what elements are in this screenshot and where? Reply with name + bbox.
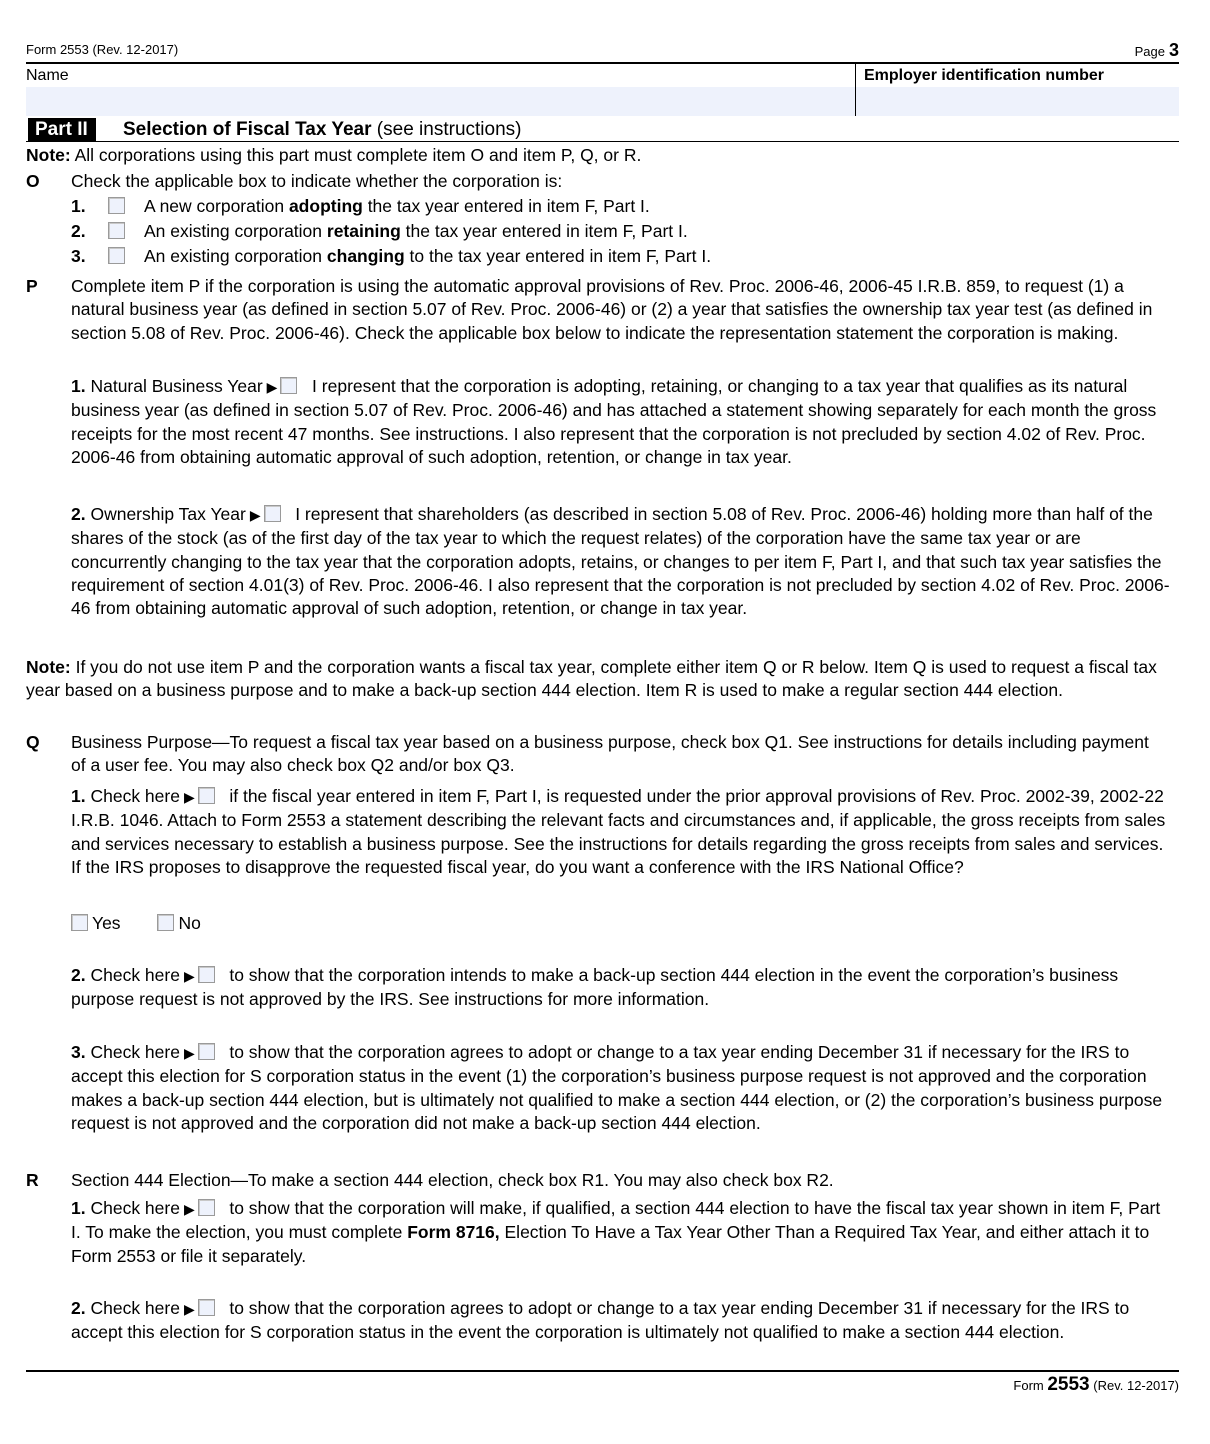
item-o-3-checkbox[interactable] [108,247,125,264]
item-r-intro: Section 444 Election—To make a section 444 election, check box R1. You may also check box R2. [71,1170,834,1190]
p2-ownership-tax-year-checkbox[interactable] [264,505,281,522]
item-r2 [71,1297,1171,1345]
p2-label: Ownership Tax Year [85,504,246,524]
name-cell [26,64,855,116]
r2-checkbox[interactable] [198,1299,215,1316]
q3-text: to show that the corporation agrees to adopt or change to a tax year ending December 31 if necessary for the IRS to accept this election for S corporation status in the event (1) the corporation’s business purpose request is not approved and the corporation makes a back-up section 444 election, but is ultimately not qualified to make a section 444 election, or (2) the corporation’s business purpose request is not approved and the corporation did not make a back-up section 444 election. [71,1042,1163,1133]
option-text-pre: An existing corporation [144,246,327,266]
p1-label: Natural Business Year [85,376,263,396]
item-q-intro: Business Purpose—To request a fiscal tax year based on a business purpose, check box Q1. See instructions for details including payment of a user fee. You may also check box Q2 and/or box Q3. [71,732,1149,776]
option-text-bold: retaining [326,221,401,241]
p2-text: I represent that shareholders (as described in section 5.08 of Rev. Proc. 2006-46) holding more than half of the shares of the stock (as of the first day of the tax year to which the request relates) of the corporation have the same tax year or are concurrently changing to the tax year that the corporation adopts, retains, or changes to per item F, Part I, and that such tax year satisfies the requirement of section 4.01(3) of Rev. Proc. 2006-46. I also represent that the corporation is not precluded by section 4.02 of Rev. Proc. 2006-46 from obtaining automatic approval of such adoption, retention, or change in tax year. [71,504,1170,619]
r1-text-post: Election To Have a Tax Year Other Than a Required Tax Year, and either attach it to Form 2553 or file it separately. [71,1222,1150,1266]
item-p-letter: P [26,276,38,296]
item-o-letter: O [26,171,40,191]
item-o-option-3 [71,245,711,268]
q1-checkbox[interactable] [198,787,215,804]
option-num: 3. [71,246,86,266]
r2-text: to show that the corporation agrees to adopt or change to a tax year ending December 31 if necessary for the IRS to accept this election for S corporation status in the event the corporation is ultimately not qualified to make a section 444 election. [71,1298,1130,1343]
option-text-bold: changing [326,246,405,266]
part-header [26,117,1179,142]
q1-text: if the fiscal year entered in item F, Part I, is requested under the prior approval provisions of Rev. Proc. 2002-39, 2002-22 I.R.B. 1046. Attach to Form 2553 a statement describing the relevant facts and circumstances and, if applicable, the gross receipts from sales and services necessary to establish a business purpose. See the instructions for details regarding the gross receipts from sales and services. If the IRS proposes to disapprove the requested fiscal year, do you want a conference with the IRS National Office? [71,786,1166,877]
q1-yes-checkbox[interactable] [71,914,88,931]
arrow-right-icon: ▶ [183,1301,195,1317]
item-q-letter: Q [26,732,40,752]
ein-label: Employer identification number [864,67,1105,84]
note-text: All corporations using this part must complete item O and item P, Q, or R. [70,145,642,165]
q1-conference-options [71,912,201,935]
q2-label: Check here [85,965,180,985]
footer-form-word: Form [1013,1378,1048,1393]
item-o-option-2 [71,220,688,243]
p2-num: 2. [71,504,86,524]
item-q2 [71,964,1171,1012]
q1-no-checkbox[interactable] [157,914,174,931]
name-field[interactable] [26,87,855,116]
q2-text: to show that the corporation intends to make a back-up section 444 election in the event the corporation’s business purpose request is not approved by the IRS. See instructions for more information. [71,965,1119,1010]
arrow-right-icon: ▶ [266,379,278,395]
p1-text: I represent that the corporation is adopting, retaining, or changing to a tax year that qualifies as its natural business year (as defined in section 5.07 of Rev. Proc. 2006-46) and has attached a statement showing separately for each month the gross receipts for the most recent 47 months. See instructions. I also represent that the corporation is not precluded by section 4.02 of Rev. Proc. 2006-46 from obtaining automatic approval of such adoption, retention, or change in tax year. [71,376,1157,467]
bottom-rule [26,1370,1179,1372]
footer-form-number: 2553 [1047,1374,1090,1395]
note-text: If you do not use item P and the corporation wants a fiscal tax year, complete either item Q or R below. Item Q is used to request a fiscal tax year based on a business purpose and to make a back-up section 444 election. Item R is used to make a regular section 444 election. [26,657,1157,701]
option-num: 1. [71,196,86,216]
form-id: Form 2553 (Rev. 12-2017) [26,42,179,57]
item-p1 [71,375,1171,469]
option-text-pre: A new corporation [144,196,289,216]
note-label: Note: [26,145,71,165]
p1-num: 1. [71,376,86,396]
name-label: Name [26,67,69,84]
header-box [26,62,1179,116]
item-p2 [71,503,1171,620]
item-o-2-checkbox[interactable] [108,222,125,239]
page-label: Page [1134,44,1165,59]
item-o-1-checkbox[interactable] [108,197,125,214]
form-8716-reference: Form 8716, [407,1222,500,1243]
r1-num: 1. [71,1198,86,1218]
item-o-intro: Check the applicable box to indicate whether the corporation is: [71,171,563,191]
q1-label: Check here [85,786,180,806]
footer-form-id [1013,1374,1179,1396]
yes-label: Yes [92,913,121,933]
r2-label: Check here [85,1298,180,1318]
note-2 [26,656,1171,703]
no-label: No [178,913,201,933]
item-r1 [71,1197,1171,1268]
arrow-right-icon: ▶ [249,507,261,523]
option-text-post: the tax year entered in item F, Part I. [362,196,650,216]
item-q3 [71,1041,1171,1135]
r1-text-pre: to show that the corporation will make, if qualified, a section 444 election to have the fiscal tax year shown in item F, Part I. To make the election, you must complete [71,1198,1161,1243]
p1-natural-business-year-checkbox[interactable] [280,377,297,394]
top-line [26,42,1179,62]
r1-label: Check here [85,1198,180,1218]
option-num: 2. [71,221,86,241]
ein-field[interactable] [856,87,1179,116]
option-text-bold: adopting [288,196,363,216]
option-text-pre: An existing corporation [144,221,327,241]
part-title-rest: (see instructions) [371,119,522,140]
arrow-right-icon: ▶ [183,1045,195,1061]
item-o-option-1 [71,195,650,218]
item-q1 [71,785,1171,879]
note-1 [26,144,1179,167]
note-label: Note: [26,657,71,677]
q2-num: 2. [71,965,86,985]
part-title-bold: Selection of Fiscal Tax Year [123,119,372,140]
ein-cell [855,64,1179,116]
item-r-letter: R [26,1170,39,1190]
q3-label: Check here [85,1042,180,1062]
item-p-intro: Complete item P if the corporation is using the automatic approval provisions of Rev. Proc. 2006-46, 2006-45 I.R.B. 859, to request (1) a natural business year (as defined in section 5.07 of Rev. Proc. 2006-46) or (2) a year that satisfies the ownership tax year test (as defined in section 5.08 of Rev. Proc. 2006-46). Check the applicable box below to indicate the representation statement the corporation is making. [71,276,1153,343]
q3-num: 3. [71,1042,86,1062]
arrow-right-icon: ▶ [183,789,195,805]
q1-num: 1. [71,786,86,806]
option-text-post: the tax year entered in item F, Part I. [400,221,688,241]
page-number [1135,40,1179,61]
option-text-post: to the tax year entered in item F, Part I. [404,246,712,266]
footer-revision: (Rev. 12-2017) [1089,1378,1179,1393]
page-number-value: 3 [1168,40,1179,60]
q2-checkbox[interactable] [198,966,215,983]
arrow-right-icon: ▶ [183,1201,195,1217]
part-title [123,118,521,141]
q3-checkbox[interactable] [198,1043,215,1060]
arrow-right-icon: ▶ [183,968,195,984]
r1-checkbox[interactable] [198,1199,215,1216]
r2-num: 2. [71,1298,86,1318]
part-tag: Part II [28,118,96,141]
